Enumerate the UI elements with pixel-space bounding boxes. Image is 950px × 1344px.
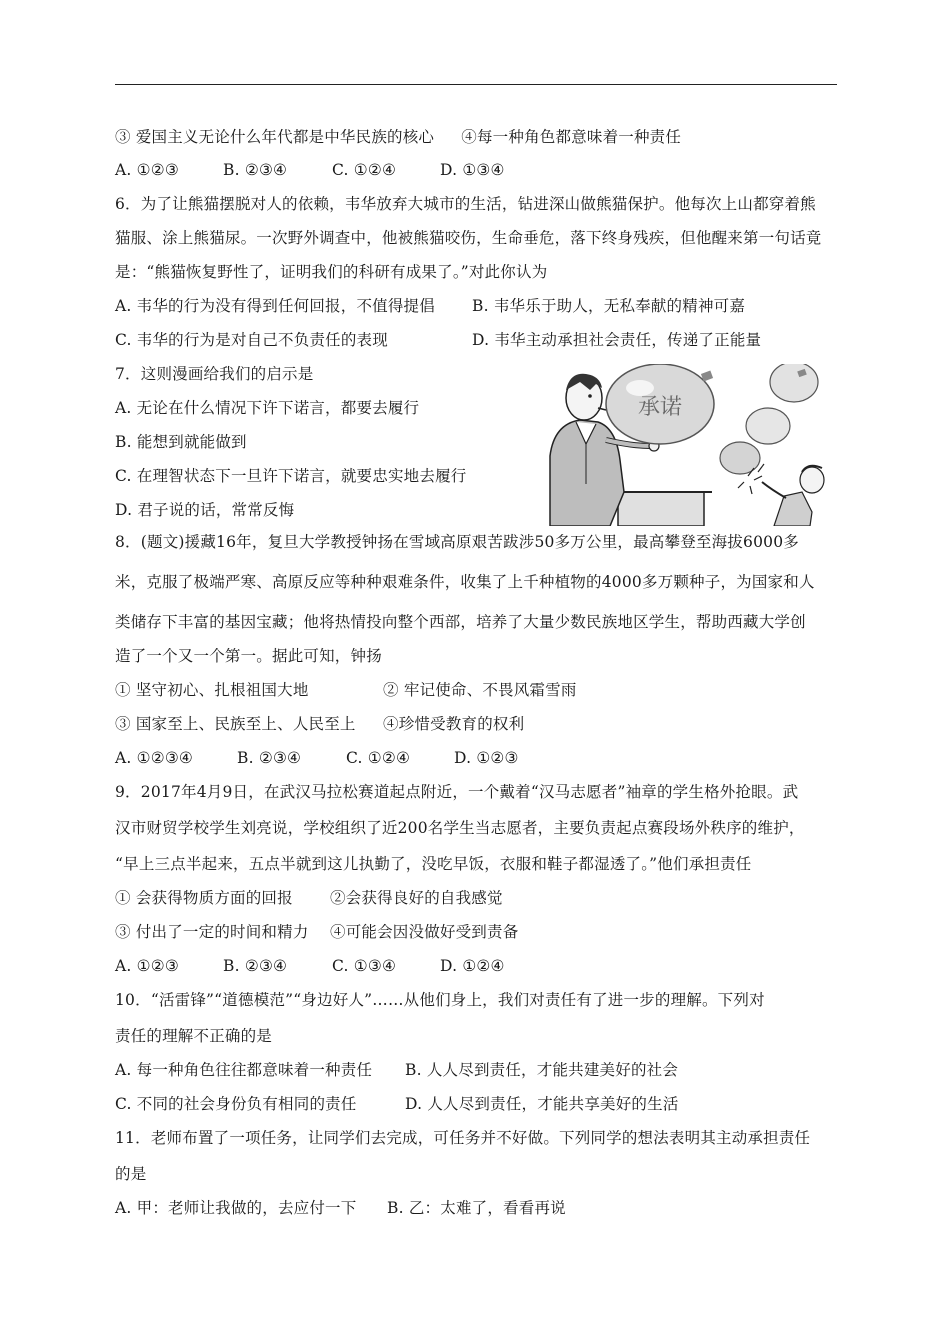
option-c[interactable]: C. ①②④ — [346, 749, 411, 767]
statement-4: ④珍惜受教育的权利 — [383, 715, 525, 733]
statement-2: ②会获得良好的自我感觉 — [330, 889, 503, 907]
q11-options-row-1 — [115, 1198, 566, 1218]
option-b[interactable]: B. ②③④ — [237, 749, 302, 767]
q8-stem-line-1: 8．(题文)援藏16年，复旦大学教授钟扬在雪域高原艰苦跋涉50多万公里，最高攀登至海拔6000多 — [115, 533, 799, 551]
q7-option-d[interactable]: D. 君子说的话，常常反悔 — [115, 501, 295, 519]
option-c[interactable]: C. ①②④ — [332, 161, 397, 179]
option-a[interactable]: A. 每一种角色往往都意味着一种责任 — [115, 1061, 373, 1079]
option-c[interactable]: C. ①③④ — [332, 957, 397, 975]
option-a[interactable]: A. ①②③ — [115, 957, 179, 975]
q5-options — [115, 160, 505, 180]
q7-option-c[interactable]: C. 在理智状态下一旦许下诺言，就要忠实地去履行 — [115, 467, 467, 485]
q6-stem-line-1: 6．为了让熊猫摆脱对人的依赖，韦华放弃大城市的生活，钻进深山做熊猫保护。他每次上山都穿着熊 — [115, 195, 816, 213]
option-d[interactable]: D. 人人尽到责任，才能共享美好的生活 — [405, 1095, 679, 1113]
option-b[interactable]: B. ②③④ — [223, 161, 288, 179]
statement-3: ③ 国家至上、民族至上、人民至上 — [115, 715, 356, 733]
option-a[interactable]: A. 韦华的行为没有得到任何回报，不值得提倡 — [115, 297, 435, 315]
q10-options-row-1 — [115, 1060, 678, 1080]
promise-comic-illustration — [540, 364, 840, 526]
statement-3: ③ 爱国主义无论什么年代都是中华民族的核心 — [115, 128, 435, 146]
q6-stem-line-2: 猫服、涂上熊猫尿。一次野外调查中，他被熊猫咬伤，生命垂危，落下终身残疾，但他醒来第一句话竟 — [115, 229, 822, 247]
option-d[interactable]: D. ①②③ — [454, 749, 519, 767]
q8-stem-line-3: 类储存下丰富的基因宝藏；他将热情投向整个西部，培养了大量少数民族地区学生，帮助西藏大学创 — [115, 613, 806, 631]
q9-options — [115, 956, 505, 976]
option-c[interactable]: C. 不同的社会身份负有相同的责任 — [115, 1095, 357, 1113]
balloon-text: 承诺 — [637, 395, 683, 420]
q9-statements-row-2 — [115, 922, 518, 942]
q6-options-row-1 — [115, 296, 745, 316]
q8-statements-row-2 — [115, 714, 524, 734]
q8-stem-line-2: 米，克服了极端严寒、高原反应等种种艰难条件，收集了上千种植物的4000多万颗种子，为国家和人 — [115, 573, 815, 591]
option-b[interactable]: B. 韦华乐于助人，无私奉献的精神可嘉 — [472, 297, 746, 315]
statement-2: ② 牢记使命、不畏风霜雪雨 — [383, 681, 577, 699]
option-d[interactable]: D. 韦华主动承担社会责任，传递了正能量 — [472, 331, 762, 349]
q10-stem-line-2: 责任的理解不正确的是 — [115, 1027, 273, 1045]
statement-1: ① 坚守初心、扎根祖国大地 — [115, 681, 309, 699]
q10-options-row-2 — [115, 1094, 679, 1114]
option-a[interactable]: A. ①②③ — [115, 161, 179, 179]
q7-option-b[interactable]: B. 能想到就能做到 — [115, 433, 247, 451]
q5-statements — [115, 127, 681, 147]
q10-stem-line-1: 10．“活雷锋”“道德模范”“身边好人”……从他们身上，我们对责任有了进一步的理解。下列对 — [115, 991, 765, 1009]
q7-stem: 7．这则漫画给我们的启示是 — [115, 365, 314, 383]
option-b[interactable]: B. 人人尽到责任，才能共建美好的社会 — [405, 1061, 679, 1079]
statement-4: ④每一种角色都意味着一种责任 — [461, 128, 682, 146]
option-a[interactable]: A. 甲：老师让我做的，去应付一下 — [115, 1199, 357, 1217]
q8-statements-row-1 — [115, 680, 577, 700]
option-d[interactable]: D. ①③④ — [440, 161, 505, 179]
statement-4: ④可能会因没做好受到责备 — [330, 923, 519, 941]
option-b[interactable]: B. ②③④ — [223, 957, 288, 975]
q9-stem-line-2: 汉市财贸学校学生刘亮说，学校组织了近200名学生当志愿者，主要负责起点赛段场外秩序的维护， — [115, 819, 805, 837]
option-b[interactable]: B. 乙：太难了，看看再说 — [387, 1199, 566, 1217]
option-d[interactable]: D. ①②④ — [440, 957, 505, 975]
q9-statements-row-1 — [115, 888, 503, 908]
header-rule — [115, 84, 837, 85]
q11-stem-line-2: 的是 — [115, 1165, 147, 1183]
statement-1: ① 会获得物质方面的回报 — [115, 889, 293, 907]
q9-stem-line-3: “早上三点半起来，五点半就到这儿执勤了，没吃早饭，衣服和鞋子都湿透了。”他们承担责任 — [115, 855, 752, 873]
statement-3: ③ 付出了一定的时间和精力 — [115, 923, 309, 941]
q7-option-a[interactable]: A. 无论在什么情况下许下诺言，都要去履行 — [115, 399, 420, 417]
q9-stem-line-1: 9．2017年4月9日，在武汉马拉松赛道起点附近，一个戴着“汉马志愿者”袖章的学生格外抢眼。武 — [115, 783, 799, 801]
option-a[interactable]: A. ①②③④ — [115, 749, 194, 767]
q6-options-row-2 — [115, 330, 761, 350]
q8-stem-line-4: 造了一个又一个第一。据此可知，钟扬 — [115, 647, 382, 665]
option-c[interactable]: C. 韦华的行为是对自己不负责任的表现 — [115, 331, 388, 349]
q6-stem-line-3: 是：“熊猫恢复野性了，证明我们的科研有成果了。”对此你认为 — [115, 263, 548, 281]
q11-stem-line-1: 11．老师布置了一项任务，让同学们去完成，可任务并不好做。下列同学的想法表明其主动承担责任 — [115, 1129, 811, 1147]
q8-options — [115, 748, 519, 768]
